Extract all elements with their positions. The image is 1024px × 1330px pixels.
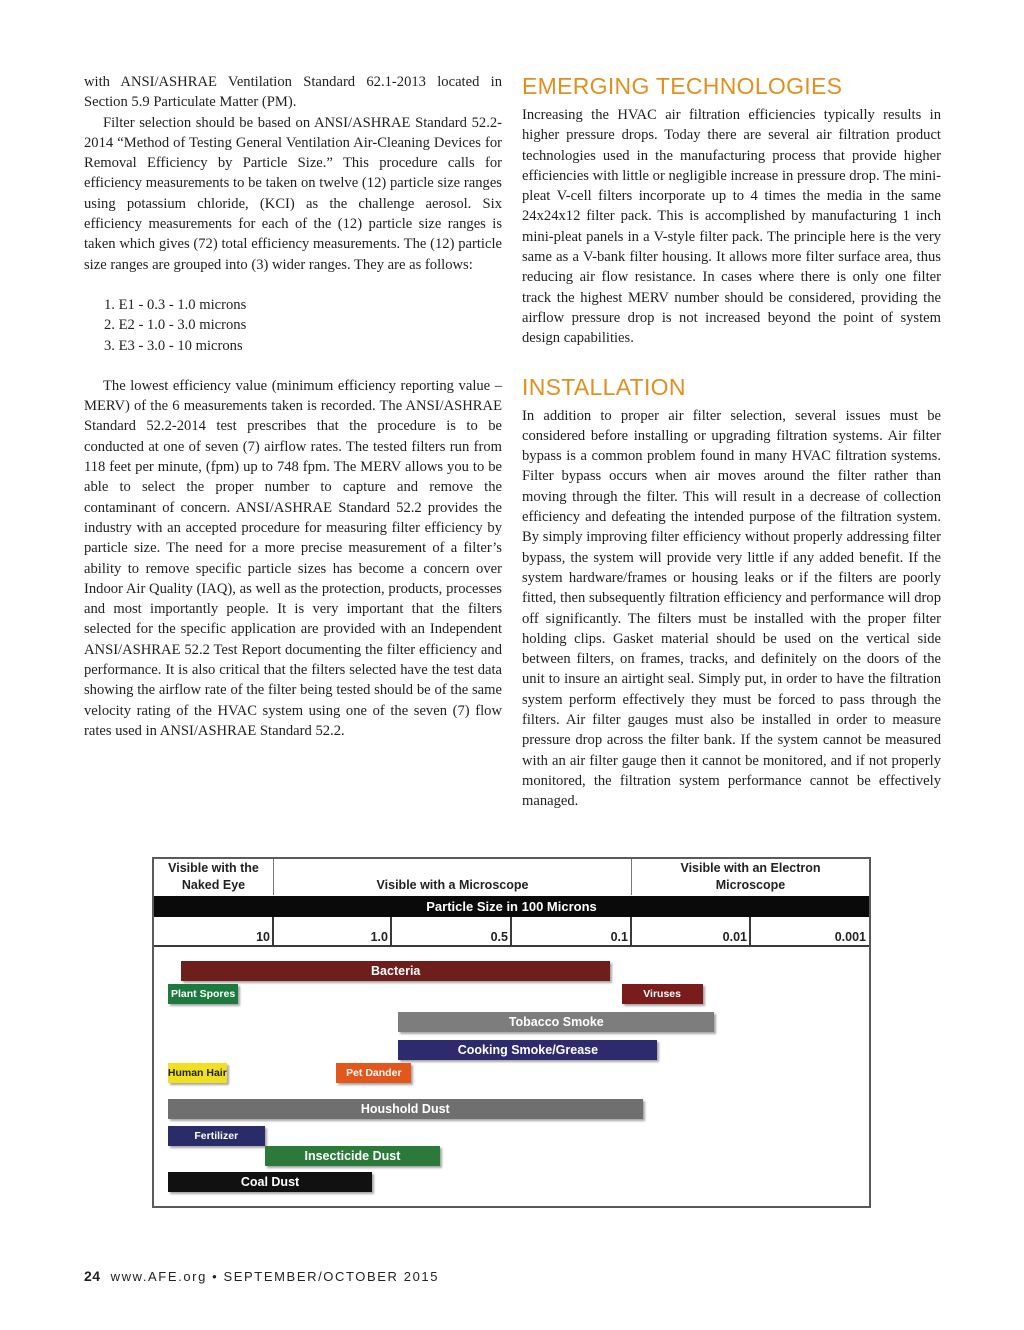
range-bar-fertilizer: Fertilizer (168, 1126, 265, 1146)
list-item: 3. E3 - 3.0 - 10 microns (104, 337, 243, 354)
header-microscope: Visible with a Microscope (274, 859, 632, 895)
paragraph: In addition to proper air filter selection, several issues must be considered before installing or upgrading filtration systems. Air filter bypass is a common problem found in many HVAC filtration systems. Filter bypass occurs when air moves around the filter rather than moving through the filter. This will result in a decrease of collection efficiency and defeating the intended purpose of the filtration system. By simply improving filter efficiency without properly addressing filter bypass, the system will provide very little if any added benefit. If the system hardware/frames or housing leaks or if the filters are poorly fitted, then subsequently filtration efficiency and performance will drop off significantly. The filters must be installed with the proper filter holding clips. Gasket material should be used on the vertical side between filters, on frames, tracks, and definitely on the doors of the unit to insure an airtight seal. Simply put, in order to have the filtration system perform effectively they must be forced to pass through the filters. Air filter gauges must also be installed in order to measure pressure drop across the filter bank. If the system cannot be measured with an air filter gauge then it cannot be monitored, and if not properly monitored, the filtration system performance cannot be effectively managed. (522, 407, 941, 810)
tick-label: 0.1 (610, 930, 628, 944)
range-bar-bacteria: Bacteria (181, 961, 610, 981)
size-scale-bar: Particle Size in 100 Microns (154, 896, 869, 917)
list-item: 1. E1 - 0.3 - 1.0 microns (104, 296, 247, 313)
tick-label: 1.0 (370, 930, 388, 944)
range-bar-tobacco-smoke: Tobacco Smoke (398, 1012, 714, 1032)
range-bar-insecticide-dust: Insecticide Dust (265, 1146, 441, 1166)
range-bar-houshold-dust: Houshold Dust (168, 1099, 643, 1119)
range-bar-coal-dust: Coal Dust (168, 1172, 372, 1192)
tick-row (154, 917, 869, 947)
page-footer (84, 1268, 439, 1284)
range-bar-viruses: Viruses (622, 984, 703, 1004)
page-number: 24 (84, 1268, 101, 1284)
paragraph: Filter selection should be based on ANSI/ASHRAE Standard 52.2-2014 “Method of Testing General Ventilation Air-Cleaning Devices for Removal Efficiency by Particle Size.” This procedure calls for efficiency measurements to be taken on twelve (12) particle size ranges using potassium chloride, (KCI) as the challenge aerosol. Six efficiency measurements for each of the (12) particle size ranges is taken which gives (72) total efficiency measurements. The (12) particle size ranges are grouped into (3) wider ranges. They are as follows: (84, 114, 502, 273)
range-bar-pet-dander: Pet Dander (336, 1063, 411, 1083)
header-naked-eye: Visible with the Naked Eye (154, 859, 274, 895)
particle-range-list (84, 295, 502, 356)
paragraph: with ANSI/ASHRAE Ventilation Standard 62.1-2013 located in Section 5.9 Particulate Matter (PM). (84, 74, 502, 111)
section-heading: INSTALLATION (522, 373, 686, 400)
tick-label: 0.001 (834, 930, 866, 944)
right-column (522, 72, 941, 812)
section-heading: EMERGING TECHNOLOGIES (522, 73, 843, 99)
left-column (84, 72, 502, 741)
range-bar-cooking-smoke-grease: Cooking Smoke/Grease (398, 1040, 657, 1060)
range-bar-plant-spores: Plant Spores (168, 984, 238, 1004)
paragraph: Increasing the HVAC air filtration efficiencies typically results in higher pressure drops. Today there are several air filtration product technologies used in the manufacturing process that provide higher efficiencies with little or negligible increase in pressure drop. The mini-pleat V-cell filters incorporate up to 4 times the media in the same 24x24x12 filter pack. This is accomplished by manufacturing 1 inch mini-pleat panels in a V-style filter pack. The principle here is the very same as a V-bank filter housing. It allows more filter surface area, thus reducing air flow resistance. In cases where there is only one filter track the highest MERV number should be considered, providing the airflow pressure drop is not increased beyond the point of system design capabilities. (522, 107, 941, 347)
tick-label: 0.5 (490, 930, 508, 944)
tick-label: 10 (256, 930, 270, 944)
tick-label: 0.01 (722, 930, 747, 944)
list-item: 2. E2 - 1.0 - 3.0 microns (104, 317, 247, 334)
range-bar-human-hair: Human Hair (168, 1063, 227, 1083)
footer-text: www.AFE.org • SEPTEMBER/OCTOBER 2015 (110, 1269, 440, 1284)
particle-size-chart (152, 857, 871, 1208)
header-electron-microscope: Visible with an Electron Microscope (680, 861, 821, 892)
paragraph: The lowest efficiency value (minimum efficiency reporting value – MERV) of the 6 measurements taken is recorded. The ANSI/ASHRAE Standard 52.2-2014 test prescribes that the procedure is to be conducted at one of seven (7) airflow rates. The tested filters run from 118 feet per minute, (fpm) up to 748 fpm. The MERV allows you to be able to select the proper number to capture and remove the contaminant of concern. ANSI/ASHRAE Standard 52.2 provides the industry with an accepted procedure for measuring filter efficiency by particle size. The need for a more precise measurement of a filter’s ability to remove specific particle sizes has become a concern over Indoor Air Quality (IAQ), as well as the protection, products, processes and most importantly people. It is very important that the filters selected for the specific application are provided with an Independent ANSI/ASHRAE 52.2 Test Report documenting the filter efficiency and performance. It is also critical that the filters selected have the test data showing the airflow rate of the filter being tested should be of the same velocity rating of the HVAC system using one of the seven (7) flow rates used in ANSI/ASHRAE Standard 52.2. (84, 377, 502, 739)
